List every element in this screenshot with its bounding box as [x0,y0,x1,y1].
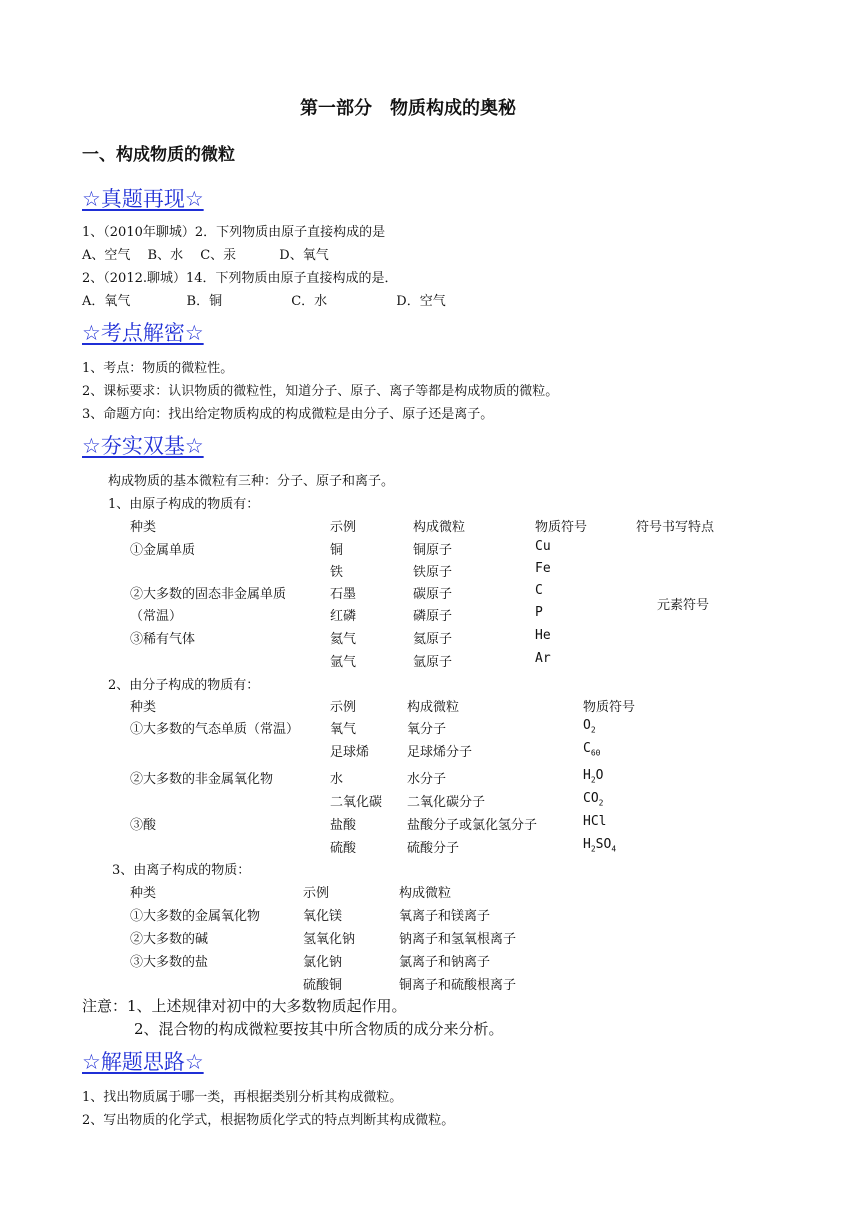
ions-example: 氢氧化钠 [303,932,356,947]
atoms-example: 铁 [330,565,344,580]
molecules-particle: 水分子 [407,772,447,787]
ions-particle: 氯离子和钠离子 [399,955,491,970]
atoms-symbol: Fe [535,561,551,576]
ions-kind: ①大多数的金属氧化物 [130,909,261,924]
kaodian-line: 1、考点：物质的微粒性。 [82,361,234,376]
ions-header-particle: 构成微粒 [399,886,452,901]
atoms-particle: 铜原子 [413,543,453,558]
question-1: 1、（2010年聊城）2．下列物质由原子直接构成的是 [82,225,386,240]
molecules-particle: 硫酸分子 [407,841,460,856]
atoms-heading: 1、由原子构成的物质有： [108,497,260,512]
atoms-example: 氩气 [330,655,357,670]
ions-kind: ③大多数的盐 [130,955,209,970]
atoms-example: 氦气 [330,632,357,647]
question-2-options: A．氧气 B．铜 C．水 D．空气 [82,294,446,309]
section-jieti: ☆解题思路☆ [82,1050,204,1074]
note-line: 注意：1、上述规律对初中的大多数物质起作用。 [82,997,407,1015]
atoms-particle: 磷原子 [413,609,453,624]
molecules-symbol: $O_2$ [583,718,596,735]
molecules-symbol: HCl [583,814,607,829]
kaodian-line: 3、命题方向：找出给定物质构成的构成微粒是由分子、原子还是离子。 [82,407,494,422]
molecules-header-kind: 种类 [130,700,157,715]
atoms-symbol: He [535,628,551,643]
ions-header-kind: 种类 [130,886,157,901]
ions-example: 硫酸铜 [303,978,343,993]
silu-line: 1、找出物质属于哪一类，再根据类别分析其构成微粒。 [82,1090,403,1105]
ions-heading: 3、由离子构成的物质： [112,863,251,878]
ions-particle: 氧离子和镁离子 [399,909,491,924]
atoms-kind: ①金属单质 [130,543,196,558]
molecules-symbol: $H_2O$ [583,768,604,785]
atoms-header-kind: 种类 [130,520,157,535]
ions-kind: ②大多数的碱 [130,932,209,947]
ions-header-example: 示例 [303,886,330,901]
atoms-symbol: Ar [535,651,551,666]
atoms-example: 铜 [330,543,344,558]
molecules-particle: 盐酸分子或氯化氢分子 [407,818,538,833]
molecules-header-particle: 构成微粒 [407,700,460,715]
molecules-kind: ③酸 [130,818,157,833]
silu-line: 2、写出物质的化学式，根据物质化学式的特点判断其构成微粒。 [82,1113,455,1128]
atoms-kind: ③稀有气体 [130,632,196,647]
atoms-example: 红磷 [330,609,357,624]
note-line: 2、混合物的构成微粒要按其中所含物质的成分来分析。 [134,1020,504,1038]
molecules-example: 足球烯 [330,745,370,760]
atoms-particle: 氦原子 [413,632,453,647]
atoms-symbol: P [535,605,543,620]
atoms-particle: 铁原子 [413,565,453,580]
question-1-options: A、空气 B、水 C、汞 D、氧气 [82,248,329,263]
molecules-example: 二氧化碳 [330,795,383,810]
atoms-kind: （常温） [130,609,183,624]
molecules-particle: 二氧化碳分子 [407,795,486,810]
molecules-example: 水 [330,772,344,787]
section-heading: 一、构成物质的微粒 [82,145,235,165]
atoms-example: 石墨 [330,587,357,602]
section-kaodian: ☆考点解密☆ [82,321,204,345]
molecules-example: 硫酸 [330,841,357,856]
atoms-header-particle: 构成微粒 [413,520,466,535]
molecules-header-symbol: 物质符号 [583,700,636,715]
molecules-example: 盐酸 [330,818,357,833]
intro-text: 构成物质的基本微粒有三种：分子、原子和离子。 [108,474,395,489]
molecules-symbol: $H_2SO_4$ [583,837,617,854]
atoms-symbol: Cu [535,539,551,554]
ions-example: 氯化钠 [303,955,343,970]
atoms-particle: 氩原子 [413,655,453,670]
question-2: 2、（2012.聊城）14．下列物质由原子直接构成的是． [82,271,398,286]
molecules-particle: 足球烯分子 [407,745,473,760]
atoms-feature: 元素符号 [657,598,710,613]
molecules-particle: 氧分子 [407,722,447,737]
molecules-symbol: $C_{60}$ [583,741,601,758]
molecules-header-example: 示例 [330,700,357,715]
atoms-particle: 碳原子 [413,587,453,602]
atoms-header-example: 示例 [330,520,357,535]
section-hangshi: ☆夯实双基☆ [82,434,204,458]
page-title: 第一部分 物质构成的奥秘 [300,98,516,119]
atoms-header-symbol: 物质符号 [535,520,588,535]
ions-example: 氧化镁 [303,909,343,924]
kaodian-line: 2、课标要求：认识物质的微粒性，知道分子、原子、离子等都是构成物质的微粒。 [82,384,559,399]
molecules-kind: ①大多数的气态单质（常温） [130,722,300,737]
molecules-symbol: $CO_2$ [583,791,604,808]
ions-particle: 钠离子和氢氧根离子 [399,932,517,947]
molecules-example: 氧气 [330,722,357,737]
ions-particle: 铜离子和硫酸根离子 [399,978,517,993]
atoms-header-feature: 符号书写特点 [636,520,715,535]
atoms-symbol: C [535,583,543,598]
molecules-heading: 2、由分子构成的物质有： [108,678,260,693]
atoms-kind: ②大多数的固态非金属单质 [130,587,287,602]
molecules-kind: ②大多数的非金属氧化物 [130,772,274,787]
section-zhenti: ☆真题再现☆ [82,187,204,211]
